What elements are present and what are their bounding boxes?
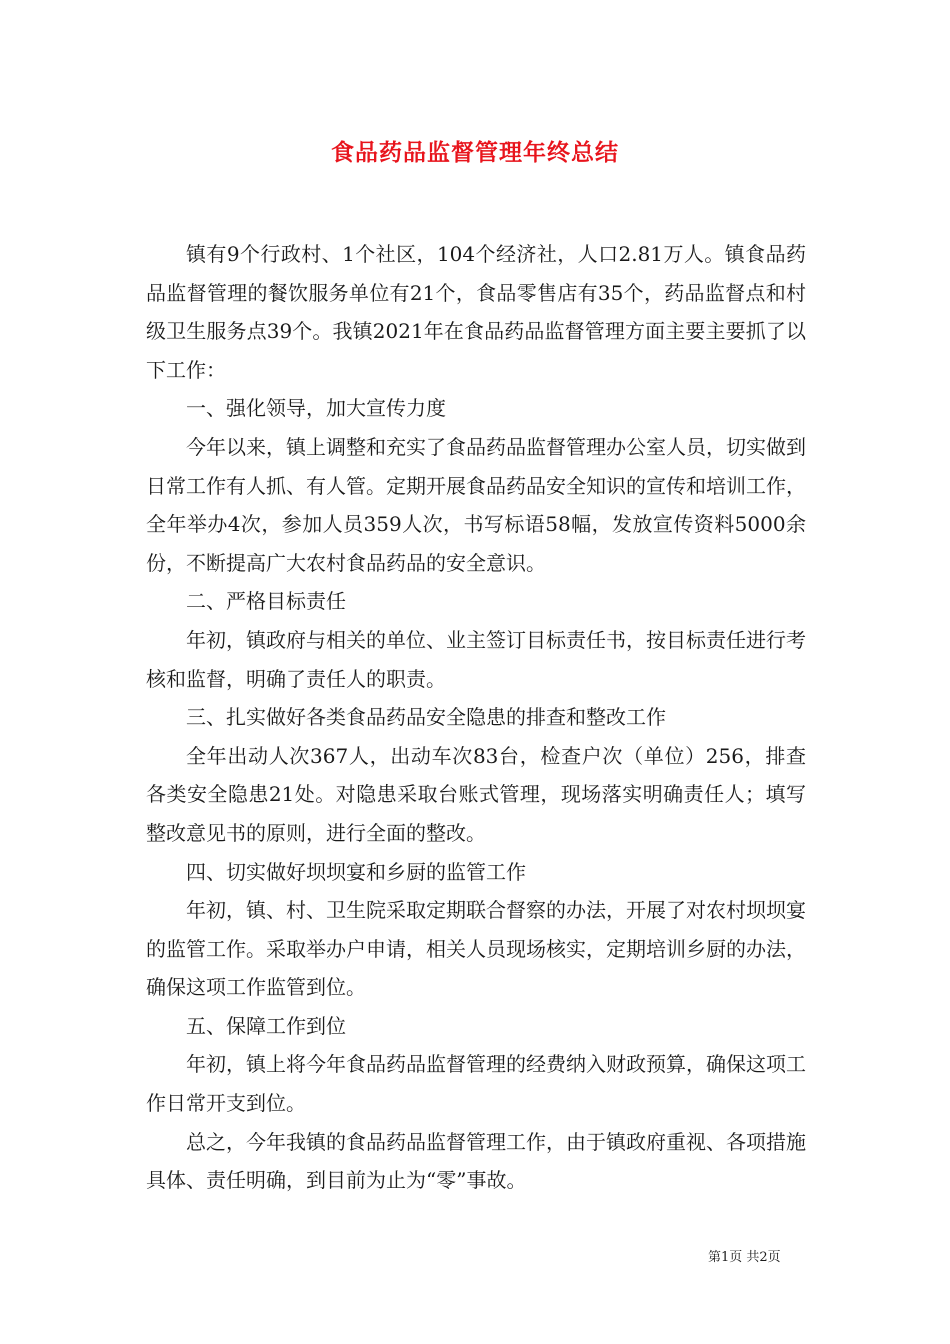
paragraph-section-3: 全年出动人次367人，出动车次83台，检查户次（单位）256，排查各类安全隐患21处。对隐患采取台账式管理，现场落实明确责任人；填写整改意见书的原则，进行全面的整改。 [146, 743, 806, 845]
section-heading-4: 四、切实做好坝坝宴和乡厨的监管工作 [186, 859, 526, 884]
paragraph-section-2: 年初，镇政府与相关的单位、业主签订目标责任书，按目标责任进行考核和监督，明确了责任人的职责。 [146, 627, 806, 691]
paragraph-section-5: 年初，镇上将今年食品药品监督管理的经费纳入财政预算，确保这项工作日常开支到位。 [146, 1052, 806, 1116]
paragraph-section-4: 年初，镇、村、卫生院采取定期联合督察的办法，开展了对农村坝坝宴的监管工作。采取举办户申请，相关人员现场核实，定期培训乡厨的办法，确保这项工作监管到位。 [146, 898, 806, 1000]
section-heading-2: 二、严格目标责任 [186, 589, 346, 614]
document-title: 食品药品监督管理年终总结 [331, 139, 619, 166]
document-body [146, 235, 806, 1200]
section-heading-1: 一、强化领导，加大宣传力度 [186, 396, 446, 421]
section-heading-3: 三、扎实做好各类食品药品安全隐患的排查和整改工作 [186, 705, 666, 730]
paragraph-section-1: 今年以来，镇上调整和充实了食品药品监督管理办公室人员，切实做到日常工作有人抓、有人管。定期开展食品药品安全知识的宣传和培训工作，全年举办4次，参加人员359人次，书写标语58幅，发放宣传资料5000余份，不断提高广大农村食品药品的安全意识。 [146, 434, 806, 575]
section-heading-5: 五、保障工作到位 [186, 1013, 346, 1038]
paragraph-conclusion: 总之，今年我镇的食品药品监督管理工作，由于镇政府重视、各项措施具体、责任明确，到目前为止为“零”事故。 [146, 1129, 806, 1193]
paragraph-intro: 镇有9个行政村、1个社区，104个经济社，人口2.81万人。镇食品药品监督管理的餐饮服务单位有21个，食品零售店有35个，药品监督点和村级卫生服务点39个。我镇2021年在食品药品监督管理方面主要主要抓了以下工作： [146, 242, 806, 382]
page-number-footer: 第1页 共2页 [708, 1250, 781, 1265]
